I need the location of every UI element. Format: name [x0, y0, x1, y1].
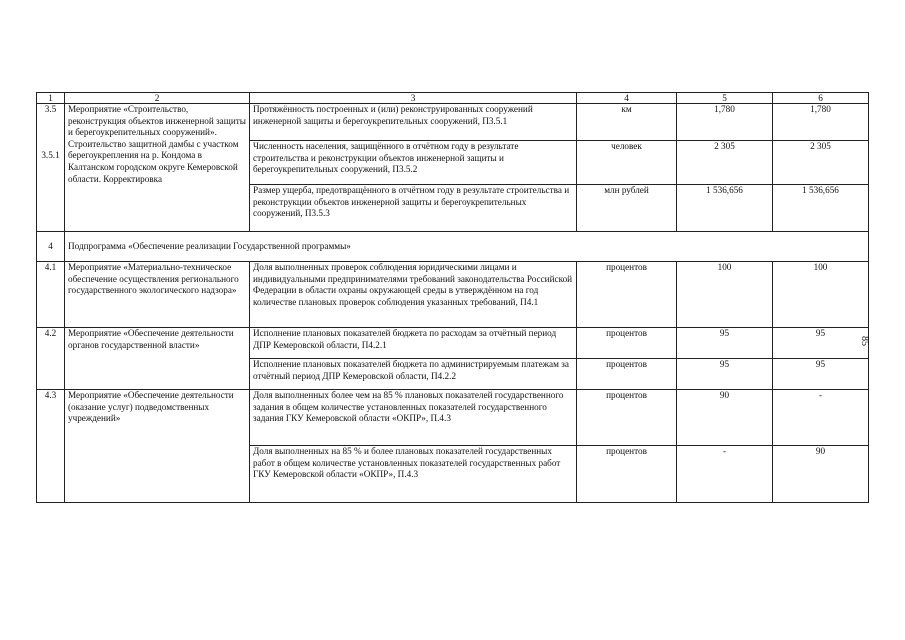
- table-row: [37, 328, 869, 359]
- table-row: [37, 262, 869, 328]
- header-cell: 2: [65, 93, 250, 104]
- unit-cell: процентов: [577, 446, 677, 503]
- value-cell: 1 536,656: [773, 185, 869, 232]
- value-cell: 95: [773, 359, 869, 390]
- indicator-cell: Протяжённость построенных и (или) реконструированных сооружений инженерной защиты и берегоукрепительных сооружений, П3.5.1: [250, 104, 577, 141]
- indicator-cell: Доля выполненных на 85 % и более плановых показателей государственных работ в общем количестве установленных показателей государственных работ ГКУ Кемеровской области «ОКПР», П.4.3: [250, 446, 577, 503]
- subprogram-row: [37, 232, 869, 262]
- unit-cell: км: [577, 104, 677, 141]
- row-number-3-5-1: 3.5.1: [41, 149, 60, 160]
- value-cell: 1,780: [773, 104, 869, 141]
- header-cell: 5: [677, 93, 773, 104]
- indicator-cell: Исполнение плановых показателей бюджета по расходам за отчётный период ДПР Кемеровской области, П4.2.1: [250, 328, 577, 359]
- row-number-3-5: 3.5: [44, 104, 57, 114]
- indicator-cell: Размер ущерба, предотвращённого в отчётном году в результате строительства и реконструкции объектов инженерной защиты и берегоукрепительных сооружений, П3.5.3: [250, 185, 577, 232]
- indicator-cell: Исполнение плановых показателей бюджета по администрируемым платежам за отчётный период ДПР Кемеровской области, П4.2.2: [250, 359, 577, 390]
- value-cell: 95: [677, 359, 773, 390]
- row-number: 4: [37, 232, 65, 262]
- header-cell: 1: [37, 93, 65, 104]
- value-cell: 1,780: [677, 104, 773, 141]
- value-cell: 100: [677, 262, 773, 328]
- indicator-cell: Доля выполненных проверок соблюдения юридическими лицами и индивидуальными предпринимателями требований законодательства Российской Федерации в области охраны окружающей среды в утверждённом на год количестве плановых проверок соблюдения указанных требований, П4.1: [250, 262, 577, 328]
- header-row: [37, 93, 869, 104]
- value-cell: 1 536,656: [677, 185, 773, 232]
- value-cell: 90: [773, 446, 869, 503]
- row-number: [37, 104, 65, 232]
- value-cell: -: [677, 446, 773, 503]
- event-cell: Мероприятие «Обеспечение деятельности (оказание услуг) подведомственных учреждений»: [65, 390, 250, 503]
- indicator-cell: Численность населения, защищённого в отчётном году в результате строительства и реконструкции объектов инженерной защиты и берегоукрепительных сооружений, П3.5.2: [250, 141, 577, 185]
- table-row: [37, 390, 869, 446]
- unit-cell: процентов: [577, 328, 677, 359]
- row-number: 4.2: [37, 328, 65, 390]
- value-cell: 95: [677, 328, 773, 359]
- value-cell: 100: [773, 262, 869, 328]
- value-cell: 2 305: [773, 141, 869, 185]
- value-cell: 95: [773, 328, 869, 359]
- event-cell: Мероприятие «Обеспечение деятельности органов государственной власти»: [65, 328, 250, 390]
- unit-cell: процентов: [577, 390, 677, 446]
- indicators-table: [36, 92, 869, 503]
- value-cell: -: [773, 390, 869, 446]
- unit-cell: процентов: [577, 262, 677, 328]
- value-cell: 2 305: [677, 141, 773, 185]
- header-cell: 6: [773, 93, 869, 104]
- header-cell: 3: [250, 93, 577, 104]
- row-number: 4.1: [37, 262, 65, 328]
- event-cell: Мероприятие «Материально-техническое обеспечение осуществления регионального государственного экологического надзора»: [65, 262, 250, 328]
- table-row: [37, 104, 869, 141]
- header-cell: 4: [577, 93, 677, 104]
- unit-cell: млн рублей: [577, 185, 677, 232]
- page-number: 85: [859, 336, 870, 346]
- unit-cell: процентов: [577, 359, 677, 390]
- value-cell: 90: [677, 390, 773, 446]
- indicator-cell: Доля выполненных более чем на 85 % плановых показателей государственного задания в общем количестве установленных показателей государственного задания ГКУ Кемеровской области «ОКПР», П.4.3: [250, 390, 577, 446]
- unit-cell: человек: [577, 141, 677, 185]
- row-number: 4.3: [37, 390, 65, 503]
- subprogram-title: Подпрограмма «Обеспечение реализации Государственной программы»: [65, 232, 869, 262]
- event-cell: Мероприятие «Строительство, реконструкция объектов инженерной защиты и берегоукрепительных сооружений». Строительство защитной дамбы с участком берегоукрепления на р. Кондома в Калтанском городском округе Кемеровской области. Корректировка: [65, 104, 250, 232]
